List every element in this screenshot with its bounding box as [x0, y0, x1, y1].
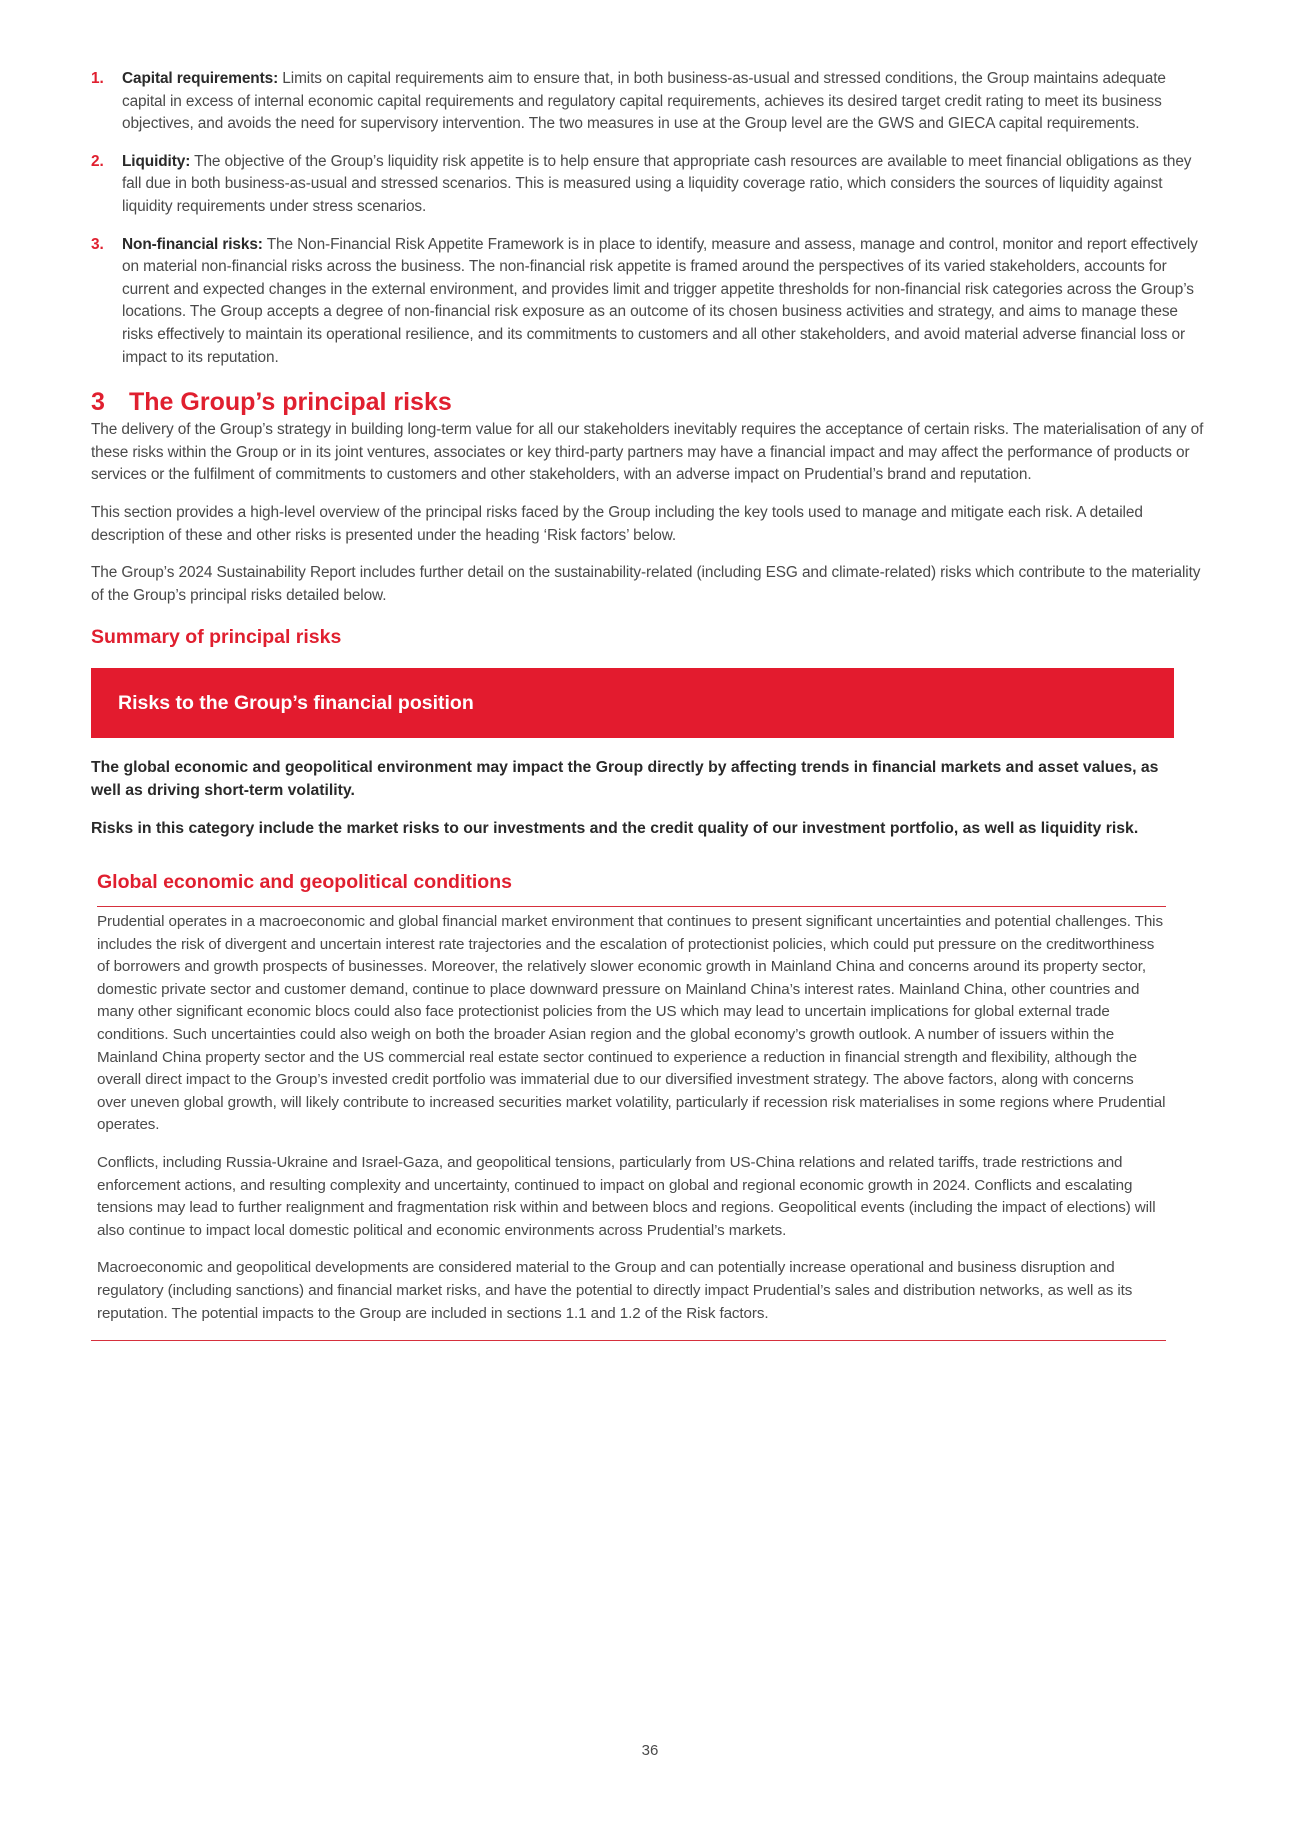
risk-box-divider — [91, 1340, 1166, 1341]
section-number: 3 — [91, 388, 105, 417]
list-item-title: Capital requirements: — [122, 70, 279, 87]
list-item-title: Non-financial risks: — [122, 235, 263, 253]
list-item-text: Limits on capital requirements aim to ensure that, in both business-as-usual and stressed conditions, the Group maintains adequate capital in excess of internal economic capital requirements and regulatory capital requirements, achieves its desired target credit rating to meet its business objectives, and avoids the need for supervisory intervention. The two measures in use at the Group level are the GWS and GIECA capital requirements. — [122, 70, 1166, 133]
list-marker: 1. — [91, 70, 104, 87]
category-intro-paragraph: The global economic and geopolitical environment may impact the Group directly by affecting trends in financial markets and asset values, as well as driving short-term volatility. — [91, 759, 1159, 799]
risk-box-body — [97, 907, 1166, 1325]
summary-heading: Summary of principal risks — [91, 626, 342, 649]
category-intro-paragraph: Risks in this category include the market risks to our investments and the credit quality of our investment portfolio, as well as liquidity risk. — [91, 820, 1139, 838]
section-heading — [91, 387, 1211, 417]
risk-box-title: Global economic and geopolitical conditions — [97, 871, 1166, 907]
category-banner-label: Risks to the Group’s financial position — [118, 691, 474, 714]
list-item-body — [122, 68, 1211, 136]
page-number: 36 — [641, 1742, 659, 1759]
list-marker: 2. — [91, 152, 104, 170]
list-item-text: The objective of the Group’s liquidity risk appetite is to help ensure that appropriate cash resources are available to meet financial obligations as they fall due in both business-as-usual and stressed scenarios. This is measured using a liquidity coverage ratio, which considers the sources of liquidity against liquidity requirements under stress scenarios. — [122, 152, 1192, 215]
list-item — [91, 68, 1211, 136]
risk-paragraph: Prudential operates in a macroeconomic and global financial market environment that continues to present significant uncertainties and potential challenges. This includes the risk of divergent and uncertain interest rate trajectories and the escalation of protectionist policies, which could put pressure on the creditworthiness of borrowers and growth prospects of businesses. Moreover, the relatively slower economic growth in Mainland China and concerns around its property sector, domestic private sector and customer demand, continue to place downward pressure on Mainland China’s interest rates. Mainland China, other countries and many other significant economic blocs could also face protectionist policies from the US which may lead to uncertain implications for global external trade conditions. Such uncertainties could also weigh on both the broader Asian region and the global economy’s growth outlook. A number of issuers within the Mainland China property sector and the US commercial real estate sector continued to experience a reduction in financial strength and flexibility, although the overall direct impact to the Group’s invested credit portfolio was immaterial due to our diversified investment strategy. The above factors, along with concerns over uneven global growth, will likely contribute to increased securities market volatility, particularly if recession risk materialises in some regions where Prudential operates. — [97, 913, 1166, 1134]
list-marker: 3. — [91, 235, 104, 253]
section-paragraph: The delivery of the Group’s strategy in building long-term value for all our stakeholders inevitably requires the acceptance of certain risks. The materialisation of any of these risks within the Group or in its joint ventures, associates or key third-party partners may have a financial impact and may affect the performance of products or services or the fulfilment of commitments to customers and other stakeholders, with an adverse impact on Prudential’s brand and reputation. — [91, 421, 1204, 484]
risk-paragraph: Conflicts, including Russia-Ukraine and Israel-Gaza, and geopolitical tensions, particularly from US-China relations and related tariffs, trade restrictions and enforcement actions, and resulting complexity and uncertainty, continued to impact on global and regional economic growth in 2024. Conflicts and escalating tensions may lead to further realignment and fragmentation risk within and between blocs and regions. Geopolitical events (including the impact of elections) will also continue to impact local domestic political and economic environments across Prudential’s markets. — [97, 1154, 1156, 1239]
list-item-text: The Non-Financial Risk Appetite Framework is in place to identify, measure and assess, manage and control, monitor and report effectively on material non-financial risks across the business. The non-financial risk appetite is framed around the perspectives of its varied stakeholders, accounts for current and expected changes in the external environment, and provides limit and trigger appetite thresholds for non-financial risk categories across the Group’s locations. The Group accepts a degree of non-financial risk exposure as an outcome of its chosen business activities and strategy, and aims to manage these risks effectively to maintain its operational resilience, and its commitments to customers and all other stakeholders, and avoid material adverse financial loss or impact to its reputation. — [122, 235, 1198, 366]
section-title: The Group’s principal risks — [129, 388, 452, 417]
list-item-title: Liquidity: — [122, 152, 191, 170]
risk-appetite-list — [91, 68, 1211, 369]
page-content — [91, 68, 1211, 1341]
list-item — [91, 234, 1211, 370]
risk-paragraph: Macroeconomic and geopolitical developments are considered material to the Group and can potentially increase operational and business disruption and regulatory (including sanctions) and financial market risks, and have the potential to directly impact Prudential’s sales and distribution networks, as well as its reputation. The potential impacts to the Group are included in sections 1.1 and 1.2 of the Risk factors. — [97, 1259, 1133, 1322]
section-paragraph: The Group’s 2024 Sustainability Report includes further detail on the sustainability-related (including ESG and climate-related) risks which contribute to the materiality of the Group’s principal risks detailed below. — [91, 564, 1201, 604]
list-item-body — [122, 151, 1211, 219]
list-item — [91, 151, 1211, 219]
risk-box — [97, 871, 1166, 1341]
section-paragraph: This section provides a high-level overview of the principal risks faced by the Group including the key tools used to manage and mitigate each risk. A detailed description of these and other risks is presented under the heading ‘Risk factors’ below. — [91, 503, 1143, 544]
list-item-body — [122, 234, 1211, 370]
category-banner — [91, 668, 1174, 738]
